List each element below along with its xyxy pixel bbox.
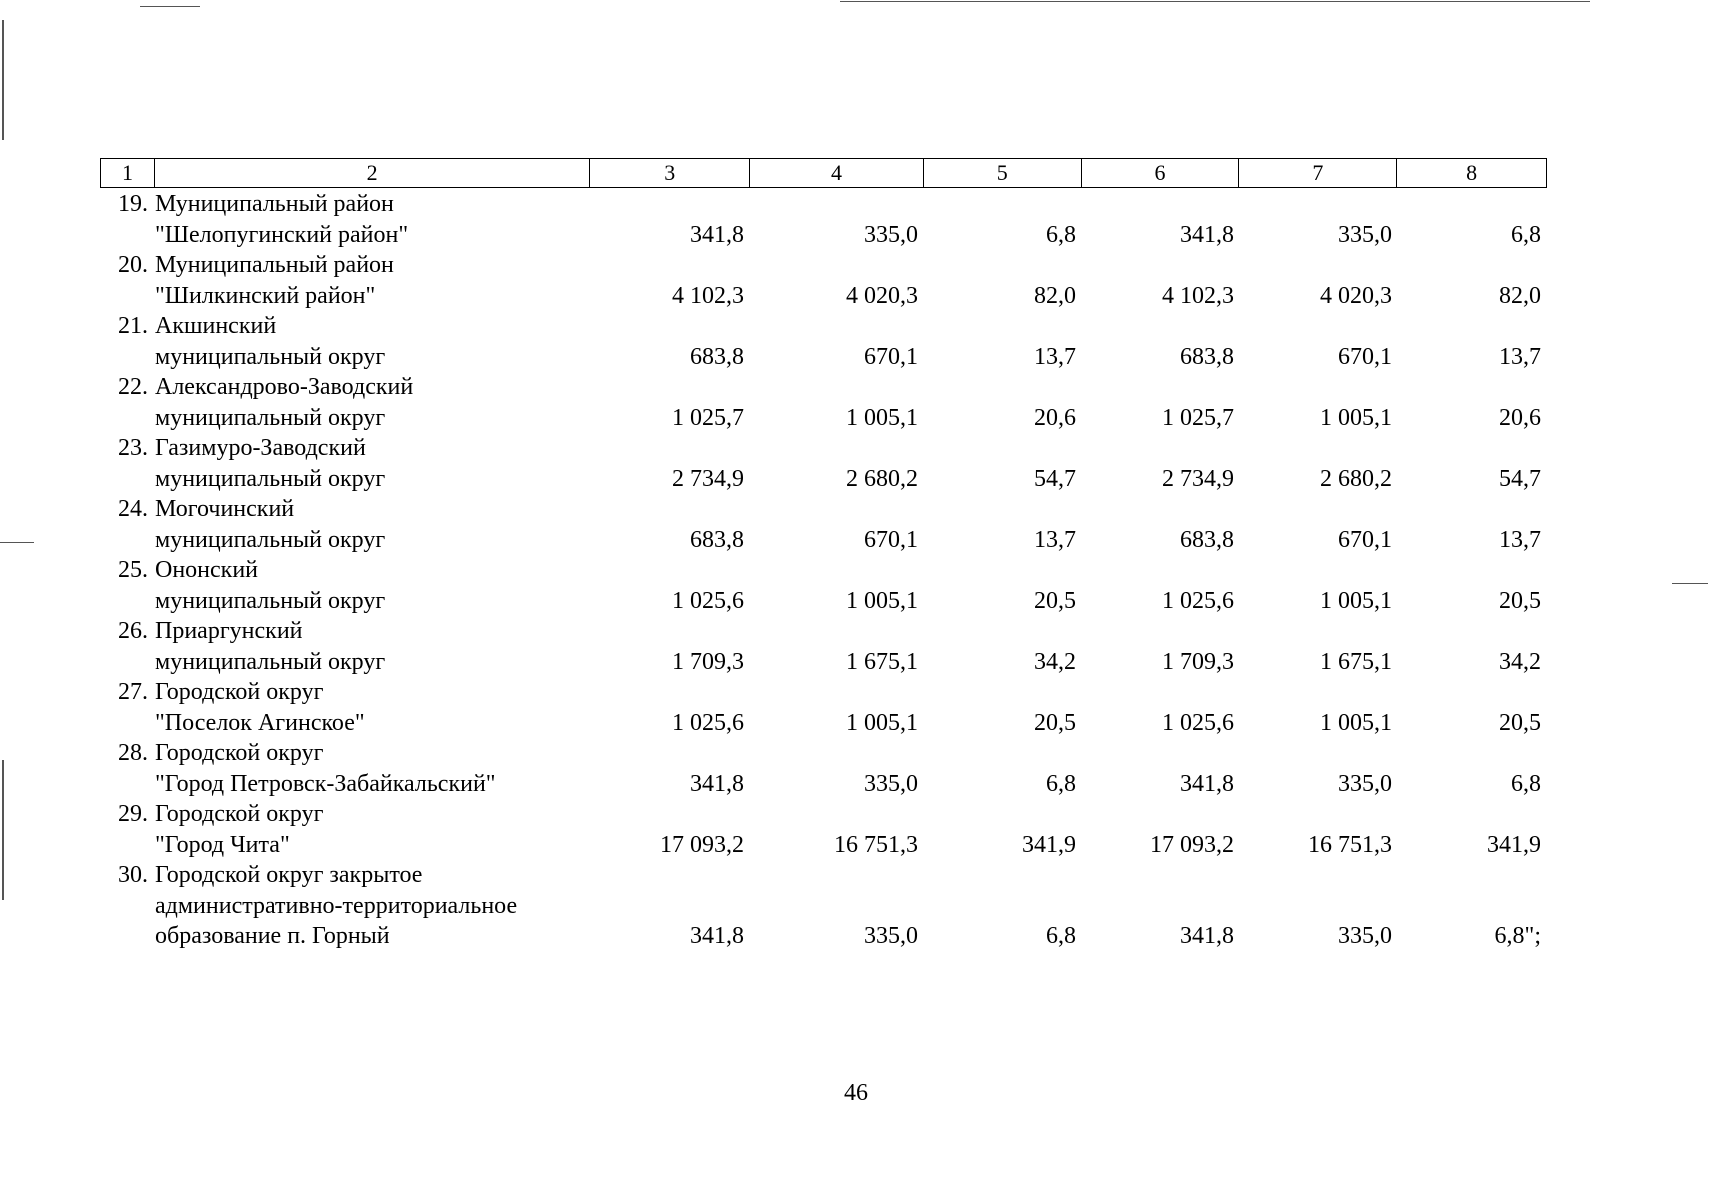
value-col-6: 341,8 [1180,770,1234,797]
value-col-3: 17 093,2 [660,831,744,858]
name-line: муниципальный округ [155,465,386,492]
value-col-8: 34,2 [1499,648,1541,675]
value-col-7: 4 020,3 [1320,282,1392,309]
name-line: "Шилкинский район" [155,282,376,309]
value-col-3: 1 025,7 [672,404,744,431]
header-cell-1: 1 [101,159,155,187]
value-col-5: 6,8 [1046,923,1076,949]
value-col-7: 670,1 [1338,526,1392,553]
value-col-3: 1 025,6 [672,709,744,736]
name-line: Акшинский [155,313,277,339]
name-line: Александрово-Заводский [155,374,414,400]
name-line: Муниципальный район [155,191,394,217]
scan-artifact-left-edge [2,20,4,140]
value-col-7: 335,0 [1338,221,1392,248]
table-row [100,799,1560,860]
table-row [100,860,1560,952]
value-col-3: 683,8 [690,343,744,370]
header-cell-2: 2 [155,159,590,187]
value-col-7: 670,1 [1338,343,1392,370]
row-number: 23. [118,435,148,461]
value-col-6: 2 734,9 [1162,465,1234,492]
value-col-6: 1 709,3 [1162,648,1234,675]
value-col-5: 82,0 [1034,282,1076,309]
value-col-5: 13,7 [1034,343,1076,370]
row-number: 19. [118,191,148,217]
header-cell-3: 3 [590,159,750,187]
value-col-8: 20,5 [1499,709,1541,736]
value-col-7: 2 680,2 [1320,465,1392,492]
name-line: Муниципальный район [155,252,394,278]
header-cell-5: 5 [924,159,1082,187]
name-line: "Поселок Агинское" [155,709,365,736]
value-col-4: 16 751,3 [834,831,918,858]
value-col-6: 1 025,6 [1162,709,1234,736]
table-row [100,372,1560,433]
table-row [100,433,1560,494]
scan-artifact-top [840,1,1590,2]
value-col-6: 17 093,2 [1150,831,1234,858]
municipality-name [151,616,590,677]
value-col-3: 341,8 [690,221,744,248]
page-number: 46 [844,1080,868,1106]
value-col-5: 34,2 [1034,648,1076,675]
table-row [100,250,1560,311]
name-line: муниципальный округ [155,404,386,431]
table-row [100,555,1560,616]
value-col-4: 2 680,2 [846,465,918,492]
municipality-name [151,860,590,952]
municipality-name [151,799,590,860]
value-col-5: 20,5 [1034,709,1076,736]
row-number: 25. [118,557,148,583]
value-col-3: 341,8 [690,923,744,949]
municipality-name [151,738,590,799]
value-col-7: 1 005,1 [1320,404,1392,431]
value-col-3: 683,8 [690,526,744,553]
value-col-6: 1 025,7 [1162,404,1234,431]
scan-artifact-left-edge [2,760,4,900]
row-number: 26. [118,618,148,644]
row-number: 22. [118,374,148,400]
row-number: 28. [118,740,148,766]
header-cell-7: 7 [1239,159,1397,187]
value-col-8: 6,8"; [1494,923,1541,949]
value-col-5: 54,7 [1034,465,1076,492]
table-body [100,189,1560,952]
table-row [100,311,1560,372]
table-row [100,738,1560,799]
value-col-4: 335,0 [864,221,918,248]
header-cell-4: 4 [750,159,924,187]
name-line: Ононский [155,557,259,583]
value-col-4: 1 005,1 [846,587,918,614]
name-line: "Шелопугинский район" [155,221,409,248]
municipality-name [151,433,590,494]
value-col-6: 4 102,3 [1162,282,1234,309]
value-col-5: 20,5 [1034,587,1076,614]
row-number: 30. [118,862,148,888]
value-col-8: 6,8 [1511,221,1541,248]
row-number: 21. [118,313,148,339]
name-line: муниципальный округ [155,587,386,614]
name-line: Городской округ [155,740,324,766]
value-col-7: 1 005,1 [1320,709,1392,736]
value-col-5: 6,8 [1046,221,1076,248]
name-line: Приаргунский [155,618,303,644]
name-line: административно-территориальное [155,892,518,919]
table-row [100,494,1560,555]
value-col-5: 20,6 [1034,404,1076,431]
scan-artifact-top [140,6,200,7]
name-line: Городской округ [155,679,324,705]
value-col-3: 1 025,6 [672,587,744,614]
name-line: образование п. Горный [155,923,390,949]
value-col-4: 335,0 [864,770,918,797]
name-line: Газимуро-Заводский [155,435,366,461]
value-col-5: 13,7 [1034,526,1076,553]
value-col-6: 1 025,6 [1162,587,1234,614]
value-col-8: 82,0 [1499,282,1541,309]
value-col-4: 4 020,3 [846,282,918,309]
table-row [100,616,1560,677]
header-cell-6: 6 [1082,159,1240,187]
name-line: Могочинский [155,496,295,522]
row-number: 29. [118,801,148,827]
row-number: 24. [118,496,148,522]
scan-artifact-left-dash [0,542,34,543]
header-cell-8: 8 [1466,160,1478,185]
municipality-name [151,189,590,250]
municipality-name [151,372,590,433]
scan-artifact-right-dash [1672,583,1708,584]
value-col-4: 1 005,1 [846,709,918,736]
value-col-8: 341,9 [1487,831,1541,858]
municipality-name [151,555,590,616]
value-col-7: 1 005,1 [1320,587,1392,614]
value-col-8: 13,7 [1499,343,1541,370]
value-col-6: 341,8 [1180,221,1234,248]
value-col-7: 335,0 [1338,770,1392,797]
value-col-4: 1 675,1 [846,648,918,675]
name-line: муниципальный округ [155,648,386,675]
row-number: 20. [118,252,148,278]
name-line: "Город Чита" [155,831,290,858]
value-col-4: 335,0 [864,923,918,949]
value-col-4: 1 005,1 [846,404,918,431]
value-col-7: 1 675,1 [1320,648,1392,675]
value-col-6: 683,8 [1180,343,1234,370]
municipality-name [151,494,590,555]
municipality-name [151,250,590,311]
value-col-7: 16 751,3 [1308,831,1392,858]
name-line: муниципальный округ [155,526,386,553]
name-line: муниципальный округ [155,343,386,370]
value-col-8: 6,8 [1511,770,1541,797]
value-col-3: 2 734,9 [672,465,744,492]
value-col-7: 335,0 [1338,923,1392,949]
value-col-4: 670,1 [864,343,918,370]
table-row [100,677,1560,738]
value-col-8: 54,7 [1499,465,1541,492]
value-col-5: 341,9 [1022,831,1076,858]
row-number: 27. [118,679,148,705]
value-col-3: 1 709,3 [672,648,744,675]
table-header-row [100,158,1547,188]
value-col-4: 670,1 [864,526,918,553]
name-line: Городской округ закрытое [155,862,423,888]
value-col-6: 341,8 [1180,923,1234,949]
value-col-8: 13,7 [1499,526,1541,553]
name-line: Городской округ [155,801,324,827]
name-line: "Город Петровск-Забайкальский" [155,770,496,797]
value-col-8: 20,6 [1499,404,1541,431]
value-col-6: 683,8 [1180,526,1234,553]
value-col-8: 20,5 [1499,587,1541,614]
municipality-name [151,311,590,372]
value-col-3: 341,8 [690,770,744,797]
table-row [100,189,1560,250]
municipality-name [151,677,590,738]
value-col-3: 4 102,3 [672,282,744,309]
value-col-5: 6,8 [1046,770,1076,797]
